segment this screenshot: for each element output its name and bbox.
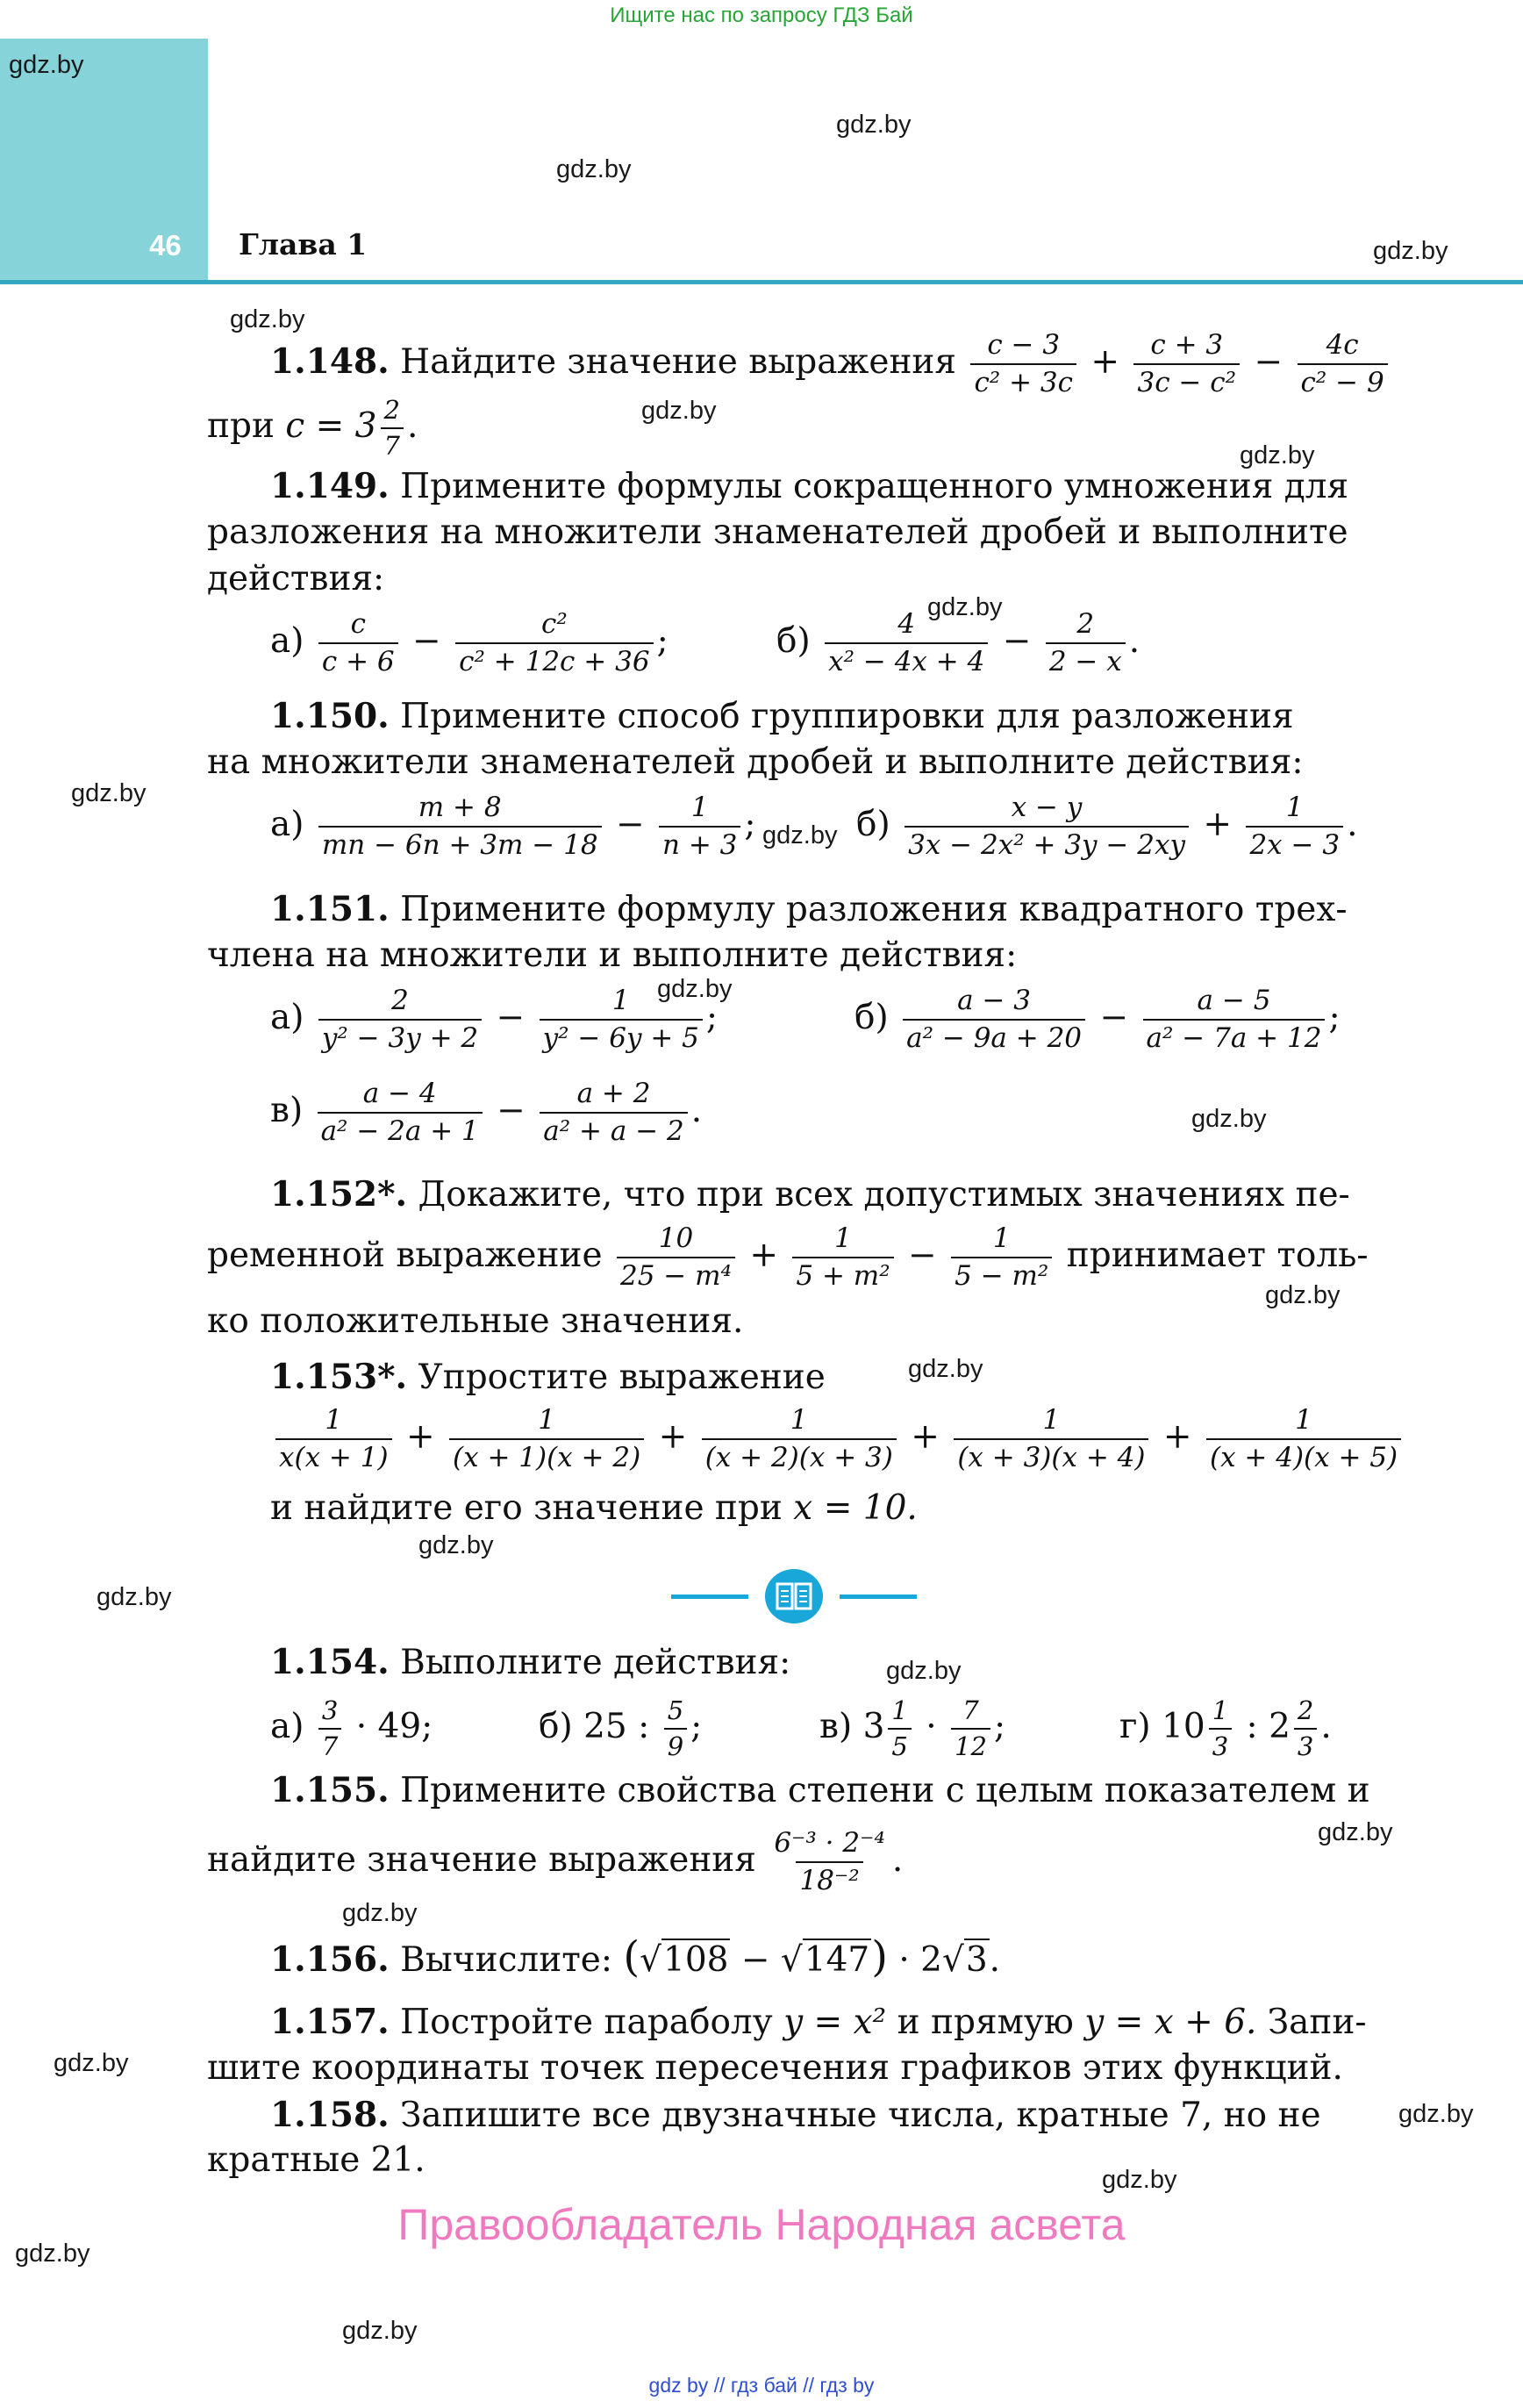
fraction: $\frac{1}{3}$ [1209,1695,1232,1762]
problem-number: 1.154. [270,1642,390,1682]
problem-151-line1: 1.151. Примените формулу разложения квадратного трех- [270,889,1348,929]
watermark: gdz.by [54,2049,129,2077]
problem-150-a: а) $\frac{m + 8}{mn - 6n + 3m - 18}$ − $\frac{1}{n + 3}$ ; [270,792,756,862]
fraction: $\frac{1}{n + 3}$ [659,792,740,862]
problem-155-line1: 1.155. Примените свойства степени с целым показателем и [270,1770,1370,1810]
fraction: $\frac{\text{c²}}{\text{c² + 12c + 36}}$ [455,608,653,678]
watermark: gdz.by [1191,1105,1267,1133]
problem-number: 1.155. [270,1770,390,1810]
fraction: $\frac{2}{\text{y² − 3y + 2}}$ [318,985,482,1055]
watermark: gdz.by [657,975,733,1003]
problem-152-line1: 1.152*. Докажите, что при всех допустимых значениях пе- [270,1174,1350,1215]
watermark: gdz.by [1373,237,1448,265]
fraction: $\frac{1}{\text{5 − m²}}$ [951,1222,1052,1293]
watermark: gdz.by [641,397,717,425]
fraction: $\frac{1}{(x + 4)(x + 5)}$ [1206,1404,1401,1474]
fraction: $\frac{1}{(x + 3)(x + 4)}$ [954,1404,1148,1474]
watermark: gdz.by [1398,2100,1474,2128]
watermark: gdz.by [1102,2166,1177,2194]
problem-149-line2: разложения на множители знаменателей дробей и выполните [207,512,1348,552]
fraction: $\frac{a - 3}{\text{a² − 9a + 20}}$ [903,985,1085,1055]
fraction: $\frac{c + 3}{\text{3c − c²}}$ [1133,329,1240,399]
watermark: gdz.by [762,821,838,849]
problem-number: 1.156. [270,1939,390,1980]
fraction: $\frac{a + 2}{\text{a² + a − 2}}$ [540,1078,687,1148]
fraction: $\frac{c}{c + 6}$ [318,608,398,678]
watermark: gdz.by [927,593,1003,621]
problem-158-line1: 1.158. Запишите все двузначные числа, кратные 7, но не [270,2095,1321,2135]
fraction: $\frac{7}{12}$ [951,1695,990,1762]
fraction: $\frac{c - 3}{\text{c² + 3c}}$ [970,329,1076,399]
page-number: 46 [149,229,182,262]
fraction: $\frac{2}{2 - x}$ [1046,608,1126,678]
problem-156: 1.156. Вычислите: (√108 − √147) · 2√3. [270,1932,1001,1982]
problem-154-line1: 1.154. Выполните действия: [270,1642,791,1682]
problem-149-line3: действия: [207,559,385,598]
problem-149-b: б) $\frac{4}{\text{x² − 4x + 4}}$ − $\frac{2}{2 - x}$ . [776,608,1140,678]
problem-157-line1: 1.157. Постройте параболу y = x² и прямую y = x + 6. Запи- [270,2002,1367,2042]
divider-bar [671,1595,748,1599]
problem-154-v: в) 3 $\frac{1}{5}$ · $\frac{7}{12}$ ; [819,1695,1006,1761]
problem-151-line2: члена на множители и выполните действия: [207,935,1018,975]
problem-153-line1: 1.153*. Упростите выражение [270,1357,826,1397]
watermark: gdz.by [1318,1818,1393,1846]
fraction: $\frac{1}{5}$ [888,1695,911,1762]
chapter-title: Глава 1 [239,227,368,262]
watermark: gdz.by [1265,1281,1341,1309]
problem-number: 1.157. [270,2002,390,2042]
problem-number: 1.158. [270,2095,390,2135]
fraction: $\frac{1}{\text{5 + m²}}$ [792,1222,893,1293]
problem-153-tail: и найдите его значение при x = 10. [270,1488,918,1528]
fraction: $\frac{4c}{\text{c² − 9}}$ [1298,329,1388,399]
watermark: gdz.by [886,1657,962,1685]
watermark: gdz.by [342,1899,418,1927]
problem-151-v: в) $\frac{a - 4}{\text{a² − 2a + 1}}$ − $\frac{a + 2}{\text{a² + a − 2}}$ . [270,1078,703,1148]
watermark: gdz.by [230,305,305,333]
watermark: gdz.by [836,111,912,139]
fraction: $\frac{1}{2x - 3}$ [1246,792,1343,862]
fraction: $\frac{m + 8}{mn - 6n + 3m - 18}$ [318,792,602,862]
problem-151-a: а) $\frac{2}{\text{y² − 3y + 2}}$ − $\frac{1}{\text{y² − 6y + 5}}$ ; [270,985,719,1055]
problem-148-line1: 1.148. Найдите значение выражения $\frac{c - 3}{\text{c² + 3c}}$ + $\frac{c + 3}{\text{3c − c²}}$ − $\frac{4c}{\text{c² − 9}}$ [270,329,1391,399]
fraction: $\frac{2}{3}$ [1294,1695,1317,1762]
header-rule [0,280,1523,284]
watermark: gdz.by [418,1531,494,1559]
copyright-notice: Правообладатель Народная асвета [397,2200,1126,2249]
problem-number: 1.149. [270,466,390,506]
problem-158-line2: кратные 21. [207,2140,425,2180]
problem-number: 1.148. [270,341,390,383]
problem-number: 1.153*. [270,1357,408,1397]
fraction: $\frac{x - y}{\text{3x − 2x² + 3y − 2xy}}$ [905,792,1189,862]
footer-links[interactable]: gdz by // гдз бай // гдз by [648,2374,875,2397]
fraction: $\frac{\text{6⁻³ · 2⁻⁴}}{\text{18⁻²}}$ [774,1827,885,1897]
problem-151-b: б) $\frac{a - 3}{\text{a² − 9a + 20}}$ − $\frac{a - 5}{\text{a² − 7a + 12}}$ ; [854,985,1341,1055]
problem-150-line2: на множители знаменателей дробей и выполните действия: [207,742,1304,782]
problem-154-g: г) 10 $\frac{1}{3}$ : 2 $\frac{2}{3}$ . [1119,1695,1332,1761]
watermark: gdz.by [15,2240,90,2268]
problem-number: 1.150. [270,696,390,736]
fraction: $\frac{4}{\text{x² − 4x + 4}}$ [825,608,988,678]
problem-153-sum: $\frac{1}{x(x + 1)}$ + $\frac{1}{(x + 1)(x + 2)}$ + $\frac{1}{(x + 2)(x + 3)}$ + $\frac{1}{(x + 3)(x + 4)}$ + $\frac{1}{(x + 4)(x + 5)}$ [272,1404,1405,1474]
problem-154-b: б) 25 : $\frac{5}{9}$ ; [539,1695,703,1761]
top-banner[interactable]: Ищите нас по запросу ГДЗ Бай [610,4,913,27]
problem-148-line2: при c = 3 $\frac{2}{7}$ . [207,395,418,461]
problem-154-a: а) $\frac{3}{7}$ · 49; [270,1695,433,1761]
fraction: $\frac{2}{7}$ [381,395,404,462]
fraction: $\frac{1}{(x + 2)(x + 3)}$ [702,1404,897,1474]
book-icon [765,1569,823,1623]
section-divider [671,1569,917,1623]
problem-number: 1.151. [270,889,390,929]
problem-149-line1: 1.149. Примените формулы сокращенного умножения для [270,466,1349,506]
fraction: $\frac{1}{\text{y² − 6y + 5}}$ [540,985,703,1055]
problem-155-line2: найдите значение выражения $\frac{\text{6⁻³ · 2⁻⁴}}{\text{18⁻²}}$ . [207,1827,904,1897]
problem-150-line1: 1.150. Примените способ группировки для разложения [270,696,1294,736]
watermark: gdz.by [342,2317,418,2345]
fraction: $\frac{a - 5}{\text{a² − 7a + 12}}$ [1143,985,1326,1055]
fraction: $\frac{1}{(x + 1)(x + 2)}$ [449,1404,644,1474]
problem-152-line2: ременной выражение $\frac{10}{\text{25 − m⁴}}$ + $\frac{1}{\text{5 + m²}}$ − $\frac{1}{\text{5 − m²}}$ принимает толь- [207,1222,1369,1293]
fraction: $\frac{3}{7}$ [318,1695,341,1762]
problem-text: Найдите значение выражения [400,342,957,383]
problem-157-line2: шите координаты точек пересечения графиков этих функций. [207,2048,1343,2088]
watermark: gdz.by [97,1583,172,1611]
fraction: $\frac{1}{x(x + 1)}$ [275,1404,392,1474]
problem-152-line3: ко положительные значения. [207,1301,744,1341]
watermark: gdz.by [908,1355,983,1383]
fraction: $\frac{a - 4}{\text{a² − 2a + 1}}$ [318,1078,483,1148]
problem-number: 1.152*. [270,1174,408,1215]
fraction: $\frac{10}{\text{25 − m⁴}}$ [617,1222,735,1293]
watermark: gdz.by [71,779,147,807]
divider-bar [840,1595,917,1599]
fraction: $\frac{5}{9}$ [664,1695,687,1762]
watermark: gdz.by [1240,441,1315,469]
problem-149-a: а) $\frac{c}{c + 6}$ − $\frac{\text{c²}}{\text{c² + 12c + 36}}$ ; [270,608,669,678]
watermark: gdz.by [9,51,84,79]
problem-150-b: б) $\frac{x - y}{\text{3x − 2x² + 3y − 2xy}}$ + $\frac{1}{2x - 3}$ . [856,792,1358,862]
watermark: gdz.by [556,155,632,183]
